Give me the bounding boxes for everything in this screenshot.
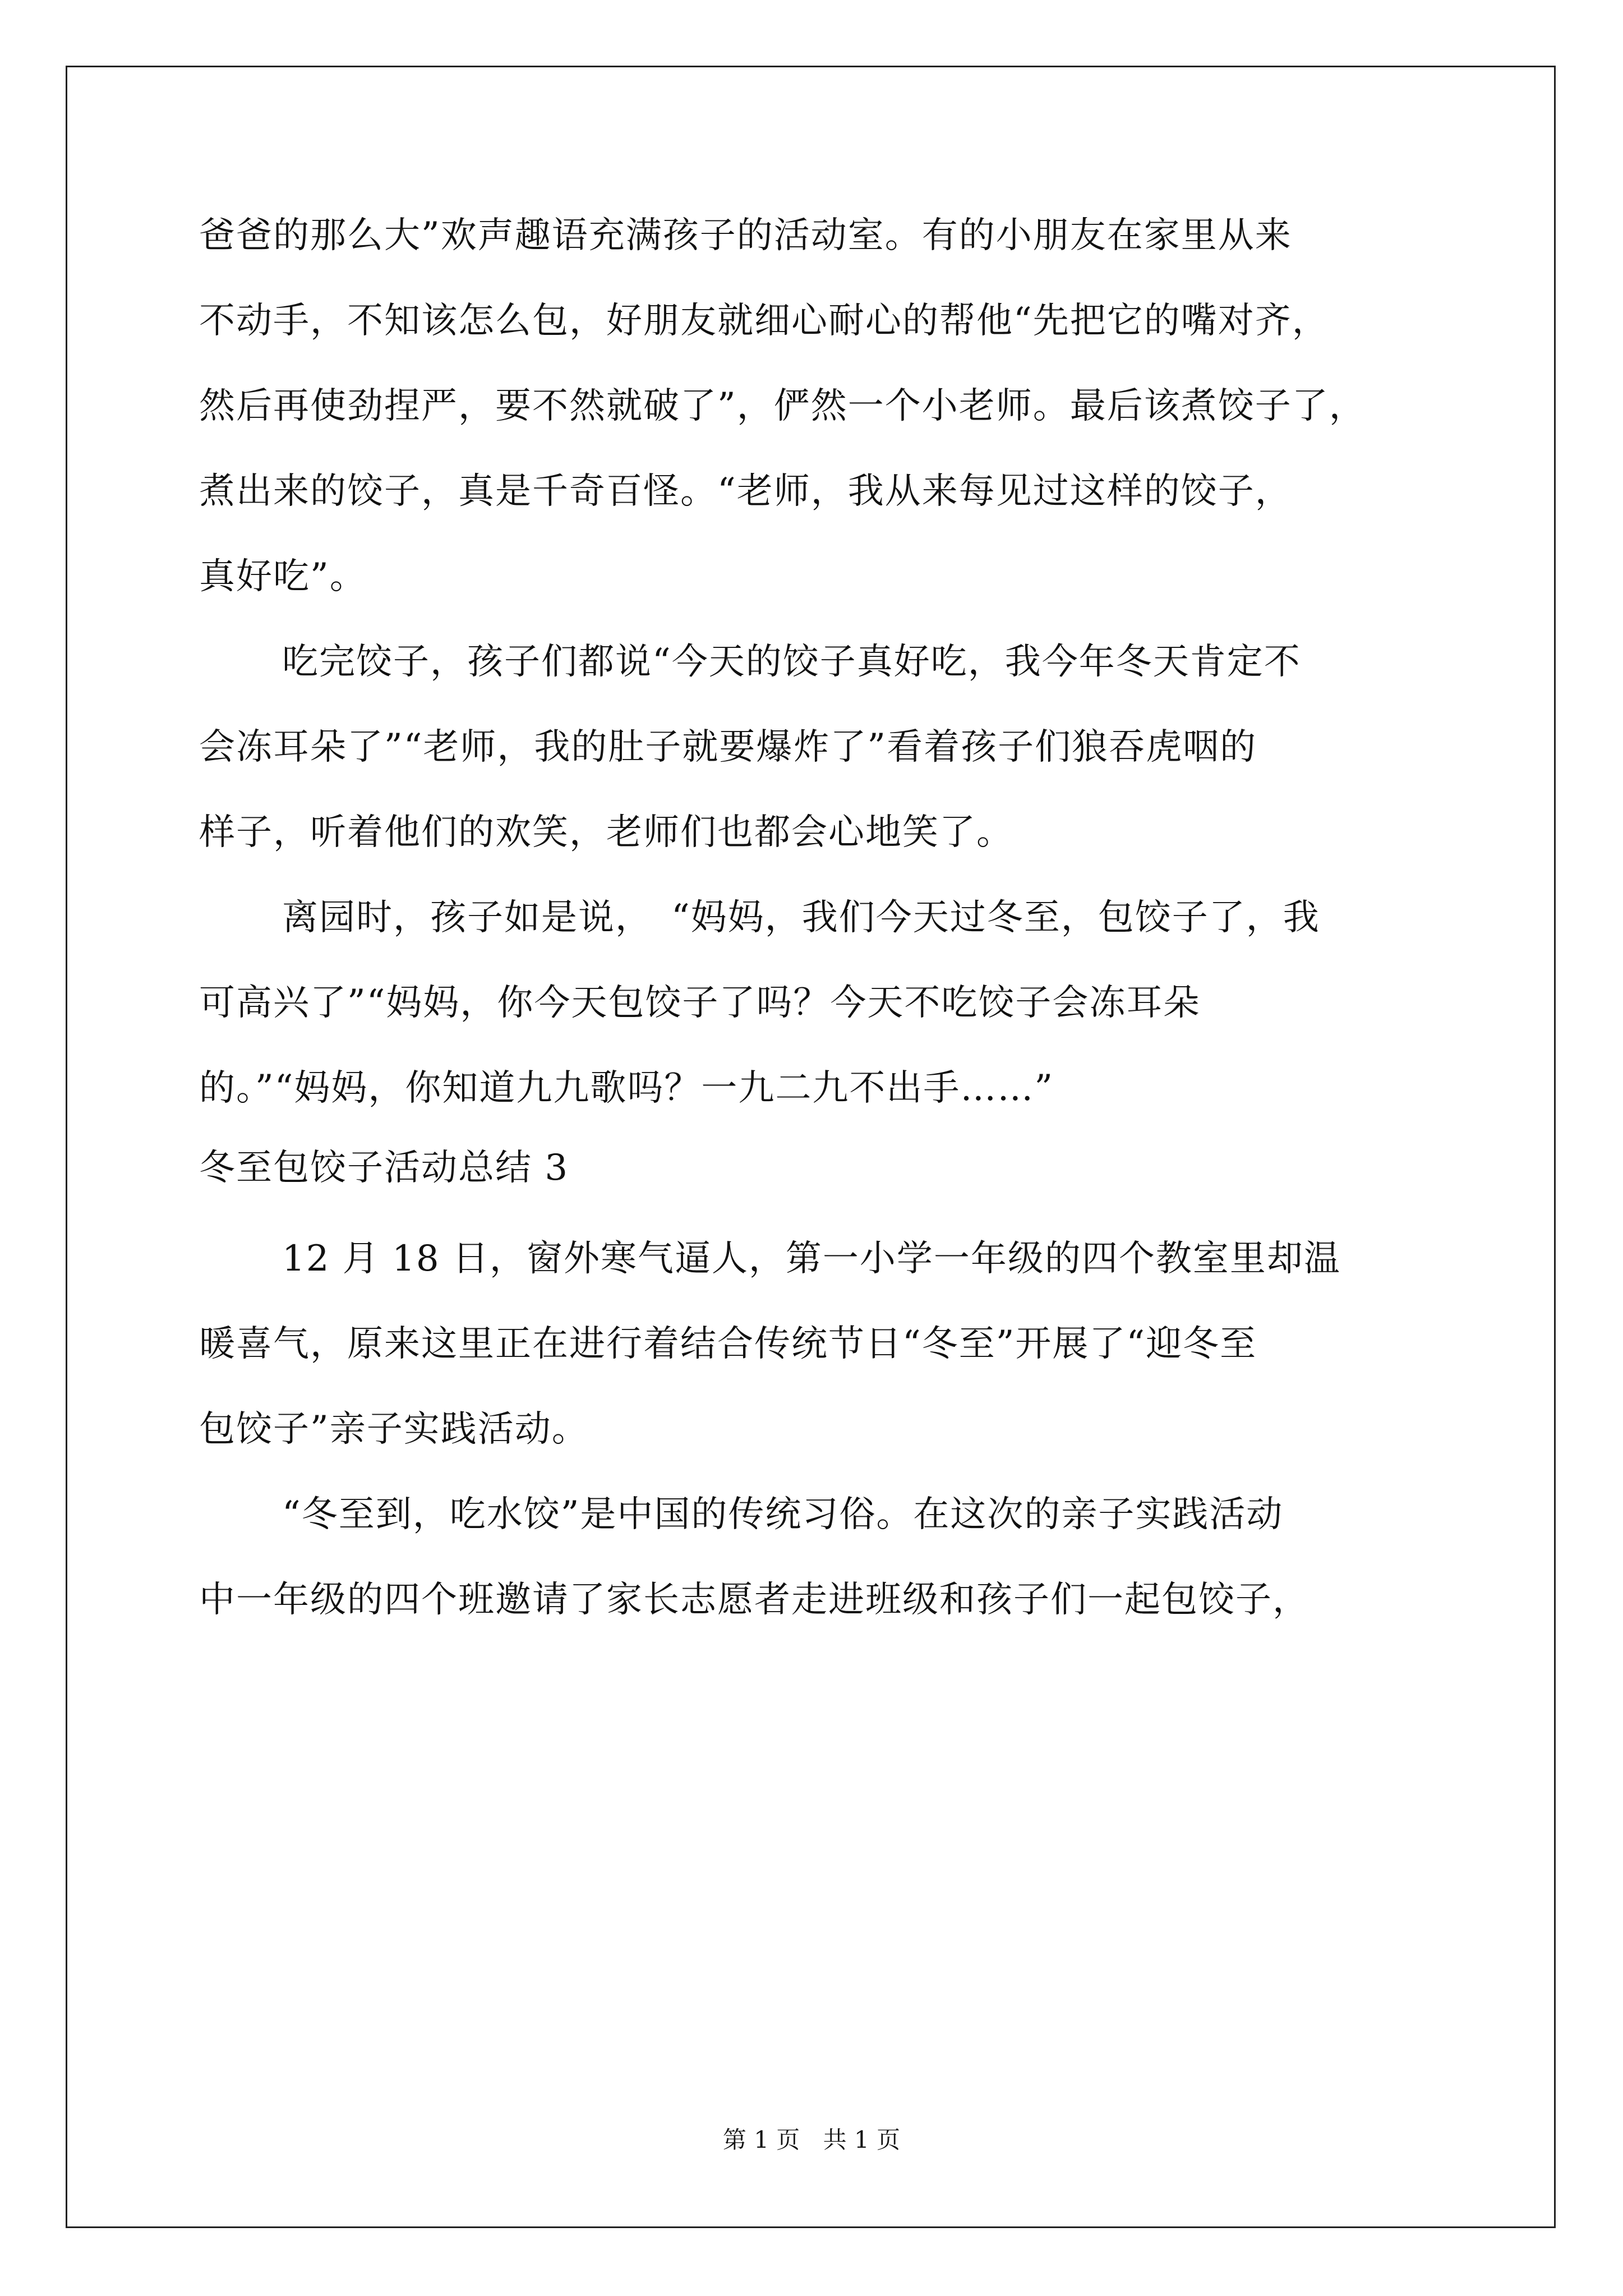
text-line: 的。”“妈妈，你知道九九歌吗？一九二九不出手……” — [199, 1068, 1054, 1109]
page-number: 第 1 页 — [722, 2126, 800, 2154]
text-line: 然后再使劲捏严，要不然就破了”，俨然一个小老师。最后该煮饺子了， — [199, 385, 1366, 427]
text-line: “冬至到，吃水饺”是中国的传统习俗。在这次的亲子实践活动 — [282, 1494, 1284, 1535]
text-line: 12 月 18 日，窗外寒气逼人，第一小学一年级的四个教室里却温 — [282, 1238, 1341, 1280]
text-line: 爸爸的那么大”欢声趣语充满孩子的活动室。有的小朋友在家里从来 — [199, 215, 1292, 256]
text-line: 暖喜气，原来这里正在进行着结合传统节日“冬至”开展了“迎冬至 — [199, 1323, 1257, 1365]
page-total: 共 1 页 — [823, 2126, 901, 2154]
text-line: 不动手，不知该怎么包，好朋友就细心耐心的帮他“先把它的嘴对齐， — [199, 300, 1329, 342]
section-heading: 冬至包饺子活动总结 3 — [199, 1147, 569, 1189]
text-line: 会冻耳朵了”“老师，我的肚子就要爆炸了”看着孩子们狼吞虎咽的 — [199, 726, 1257, 768]
text-line: 可高兴了”“妈妈，你今天包饺子了吗？今天不吃饺子会冻耳朵 — [199, 982, 1201, 1024]
text-line: 真好吃”。 — [199, 556, 367, 597]
text-line: 样子，听着他们的欢笑，老师们也都会心地笑了。 — [199, 812, 1013, 853]
text-line: 包饺子”亲子实践活动。 — [199, 1409, 589, 1450]
page-footer — [0, 2126, 1623, 2154]
text-line: 中一年级的四个班邀请了家长志愿者走进班级和孩子们一起包饺子， — [199, 1579, 1310, 1621]
text-line: 吃完饺子，孩子们都说“今天的饺子真好吃，我今年冬天肯定不 — [282, 641, 1301, 683]
text-line: 煮出来的饺子，真是千奇百怪。“老师，我从来每见过这样的饺子， — [199, 471, 1292, 512]
text-line: 离园时，孩子如是说， “妈妈，我们今天过冬至，包饺子了，我 — [282, 897, 1320, 938]
